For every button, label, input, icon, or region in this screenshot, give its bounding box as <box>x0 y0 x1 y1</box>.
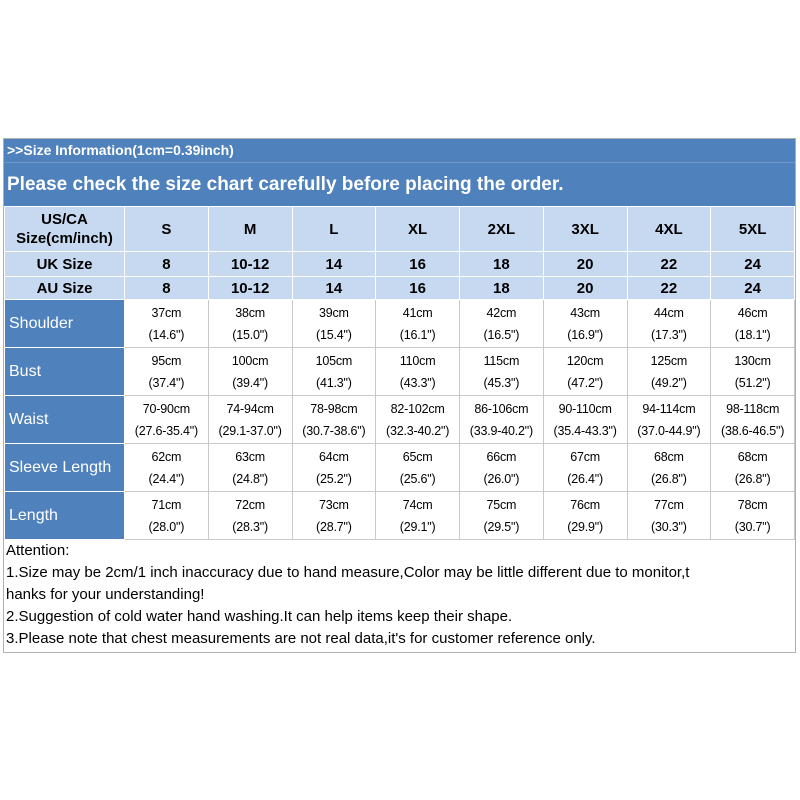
inch-value: (51.2") <box>734 375 771 390</box>
size-value: 24 <box>711 277 795 300</box>
measure-cell <box>292 444 376 492</box>
size-row-label: UK Size <box>5 252 125 277</box>
cm-value: 70-90cm <box>142 401 190 416</box>
size-value: 16 <box>376 277 460 300</box>
inch-value: (38.6-46.5") <box>721 423 785 438</box>
measure-cell <box>711 492 795 540</box>
measure-row <box>5 300 795 348</box>
note-line: hanks for your understanding! <box>6 586 205 603</box>
note-line: Attention: <box>6 542 70 559</box>
size-header: M <box>208 207 292 252</box>
cm-value: 71cm <box>151 497 182 512</box>
cm-value: 75cm <box>486 497 517 512</box>
measure-cell <box>543 444 627 492</box>
measure-cell <box>627 300 711 348</box>
size-value: 22 <box>627 252 711 277</box>
inch-value: (25.2") <box>316 471 352 486</box>
inch-value: (30.7") <box>734 519 771 534</box>
inch-value: (30.3") <box>651 519 687 534</box>
cm-value: 42cm <box>486 305 517 320</box>
measure-cell <box>292 348 376 396</box>
cm-value: 64cm <box>318 449 349 464</box>
size-value: 8 <box>125 252 209 277</box>
measure-cell <box>460 396 544 444</box>
inch-value: (29.9") <box>567 519 603 534</box>
measure-cell <box>627 348 711 396</box>
note-line: 3.Please note that chest measurements are not real data,it's for customer reference only. <box>6 630 596 647</box>
cm-value: 41cm <box>402 305 433 320</box>
size-chart <box>3 138 796 653</box>
size-value: 24 <box>711 252 795 277</box>
inch-value: (17.3") <box>651 327 687 342</box>
inch-value: (45.3") <box>483 375 520 390</box>
cm-value: 38cm <box>235 305 266 320</box>
measure-cell <box>460 492 544 540</box>
size-value: 8 <box>125 277 209 300</box>
measure-row <box>5 348 795 396</box>
measure-cell <box>376 444 460 492</box>
inch-value: (29.1-37.0") <box>218 423 282 438</box>
measure-cell <box>125 300 209 348</box>
cm-value: 98-118cm <box>726 401 780 416</box>
corner-line-2: Size(cm/inch) <box>16 230 113 247</box>
inch-value: (29.5") <box>483 519 520 534</box>
inch-value: (37.0-44.9") <box>637 423 701 438</box>
inch-value: (43.3") <box>399 375 436 390</box>
inch-value: (24.8") <box>232 471 268 486</box>
inch-value: (39.4") <box>232 375 268 390</box>
cm-value: 86-106cm <box>474 401 529 416</box>
cm-value: 110cm <box>399 353 436 368</box>
cm-value: 46cm <box>737 305 768 320</box>
size-value: 20 <box>543 252 627 277</box>
cm-value: 62cm <box>151 449 182 464</box>
measure-cell <box>376 348 460 396</box>
measure-cell <box>460 348 544 396</box>
size-value: 16 <box>376 252 460 277</box>
measure-cell <box>543 348 627 396</box>
cm-value: 125cm <box>650 353 688 368</box>
inch-value: (27.6-35.4") <box>134 423 198 438</box>
inch-value: (15.0") <box>232 327 268 342</box>
cm-value: 82-102cm <box>390 401 445 416</box>
measure-cell <box>460 300 544 348</box>
measure-cell <box>208 300 292 348</box>
order-notice-header: Please check the size chart carefully before placing the order. <box>4 162 795 206</box>
cm-value: 67cm <box>570 449 601 464</box>
cm-value: 100cm <box>231 353 269 368</box>
size-header: 3XL <box>543 207 627 252</box>
cm-value: 95cm <box>151 353 182 368</box>
inch-value: (28.7") <box>316 519 352 534</box>
measure-cell <box>376 300 460 348</box>
size-header: XL <box>376 207 460 252</box>
inch-value: (18.1") <box>734 327 771 342</box>
inch-value: (26.0") <box>483 471 520 486</box>
inch-value: (35.4-43.3") <box>553 423 617 438</box>
cm-value: 63cm <box>235 449 266 464</box>
inch-value: (24.4") <box>148 471 185 486</box>
measure-row <box>5 444 795 492</box>
measure-cell <box>627 396 711 444</box>
cm-value: 78cm <box>737 497 768 512</box>
measure-label: Shoulder <box>5 300 125 348</box>
size-header: 2XL <box>460 207 544 252</box>
size-value: 14 <box>292 252 376 277</box>
inch-value: (16.5") <box>483 327 520 342</box>
measure-cell <box>543 396 627 444</box>
cm-value: 115cm <box>483 353 520 368</box>
cm-value: 78-98cm <box>310 401 358 416</box>
size-info-header: >>Size Information(1cm=0.39inch) <box>4 139 795 162</box>
size-value: 14 <box>292 277 376 300</box>
inch-value: (28.0") <box>148 519 185 534</box>
size-header: S <box>125 207 209 252</box>
inch-value: (32.3-40.2") <box>386 423 450 438</box>
size-header: 4XL <box>627 207 711 252</box>
inch-value: (16.9") <box>567 327 603 342</box>
measure-cell <box>711 396 795 444</box>
table-header-row <box>5 207 795 252</box>
corner-cell <box>5 207 125 252</box>
cm-value: 105cm <box>315 353 353 368</box>
cm-value: 72cm <box>235 497 266 512</box>
measure-cell <box>125 492 209 540</box>
inch-value: (14.6") <box>148 327 185 342</box>
measure-cell <box>208 444 292 492</box>
measure-cell <box>292 492 376 540</box>
inch-value: (37.4") <box>148 375 185 390</box>
cm-value: 130cm <box>734 353 771 368</box>
measure-row <box>5 396 795 444</box>
size-value: 18 <box>460 277 544 300</box>
size-value: 10-12 <box>208 277 292 300</box>
measure-cell <box>711 444 795 492</box>
cm-value: 44cm <box>653 305 684 320</box>
measure-cell <box>711 300 795 348</box>
size-row <box>5 252 795 277</box>
measure-cell <box>125 444 209 492</box>
measure-label: Length <box>5 492 125 540</box>
inch-value: (29.1") <box>399 519 436 534</box>
measure-cell <box>292 300 376 348</box>
inch-value: (41.3") <box>316 375 352 390</box>
cm-value: 39cm <box>318 305 349 320</box>
size-header: L <box>292 207 376 252</box>
cm-value: 77cm <box>653 497 684 512</box>
size-value: 22 <box>627 277 711 300</box>
cm-value: 120cm <box>566 353 604 368</box>
measure-cell <box>711 348 795 396</box>
size-value: 20 <box>543 277 627 300</box>
inch-value: (49.2") <box>651 375 687 390</box>
measure-cell <box>543 300 627 348</box>
size-table <box>4 206 795 540</box>
measure-cell <box>376 396 460 444</box>
cm-value: 68cm <box>737 449 768 464</box>
measure-cell <box>125 396 209 444</box>
inch-value: (30.7-38.6") <box>302 423 366 438</box>
inch-value: (25.6") <box>399 471 436 486</box>
attention-notes <box>4 540 795 652</box>
size-row <box>5 277 795 300</box>
cm-value: 37cm <box>151 305 182 320</box>
cm-value: 43cm <box>570 305 601 320</box>
size-table-body <box>5 207 795 540</box>
measure-cell <box>543 492 627 540</box>
cm-value: 94-114cm <box>642 401 696 416</box>
measure-label: Waist <box>5 396 125 444</box>
corner-line-1: US/CA <box>41 211 88 228</box>
cm-value: 65cm <box>402 449 433 464</box>
measure-cell <box>627 492 711 540</box>
inch-value: (26.8") <box>651 471 687 486</box>
size-row-label: AU Size <box>5 277 125 300</box>
measure-cell <box>208 348 292 396</box>
inch-value: (26.8") <box>734 471 771 486</box>
cm-value: 66cm <box>486 449 517 464</box>
measure-cell <box>376 492 460 540</box>
measure-row <box>5 492 795 540</box>
cm-value: 76cm <box>570 497 601 512</box>
measure-label: Bust <box>5 348 125 396</box>
measure-cell <box>292 396 376 444</box>
cm-value: 68cm <box>653 449 684 464</box>
inch-value: (33.9-40.2") <box>469 423 533 438</box>
measure-cell <box>208 396 292 444</box>
cm-value: 90-110cm <box>558 401 612 416</box>
size-header: 5XL <box>711 207 795 252</box>
note-line: 2.Suggestion of cold water hand washing.It can help items keep their shape. <box>6 608 513 625</box>
measure-cell <box>627 444 711 492</box>
measure-cell <box>460 444 544 492</box>
inch-value: (28.3") <box>232 519 268 534</box>
size-value: 10-12 <box>208 252 292 277</box>
measure-cell <box>208 492 292 540</box>
note-line: 1.Size may be 2cm/1 inch inaccuracy due to hand measure,Color may be little different due to monitor,t <box>6 564 690 581</box>
measure-label: Sleeve Length <box>5 444 125 492</box>
cm-value: 74cm <box>402 497 433 512</box>
inch-value: (15.4") <box>316 327 352 342</box>
inch-value: (16.1") <box>399 327 436 342</box>
inch-value: (47.2") <box>567 375 603 390</box>
measure-cell <box>125 348 209 396</box>
inch-value: (26.4") <box>567 471 603 486</box>
size-value: 18 <box>460 252 544 277</box>
cm-value: 74-94cm <box>226 401 274 416</box>
cm-value: 73cm <box>318 497 349 512</box>
